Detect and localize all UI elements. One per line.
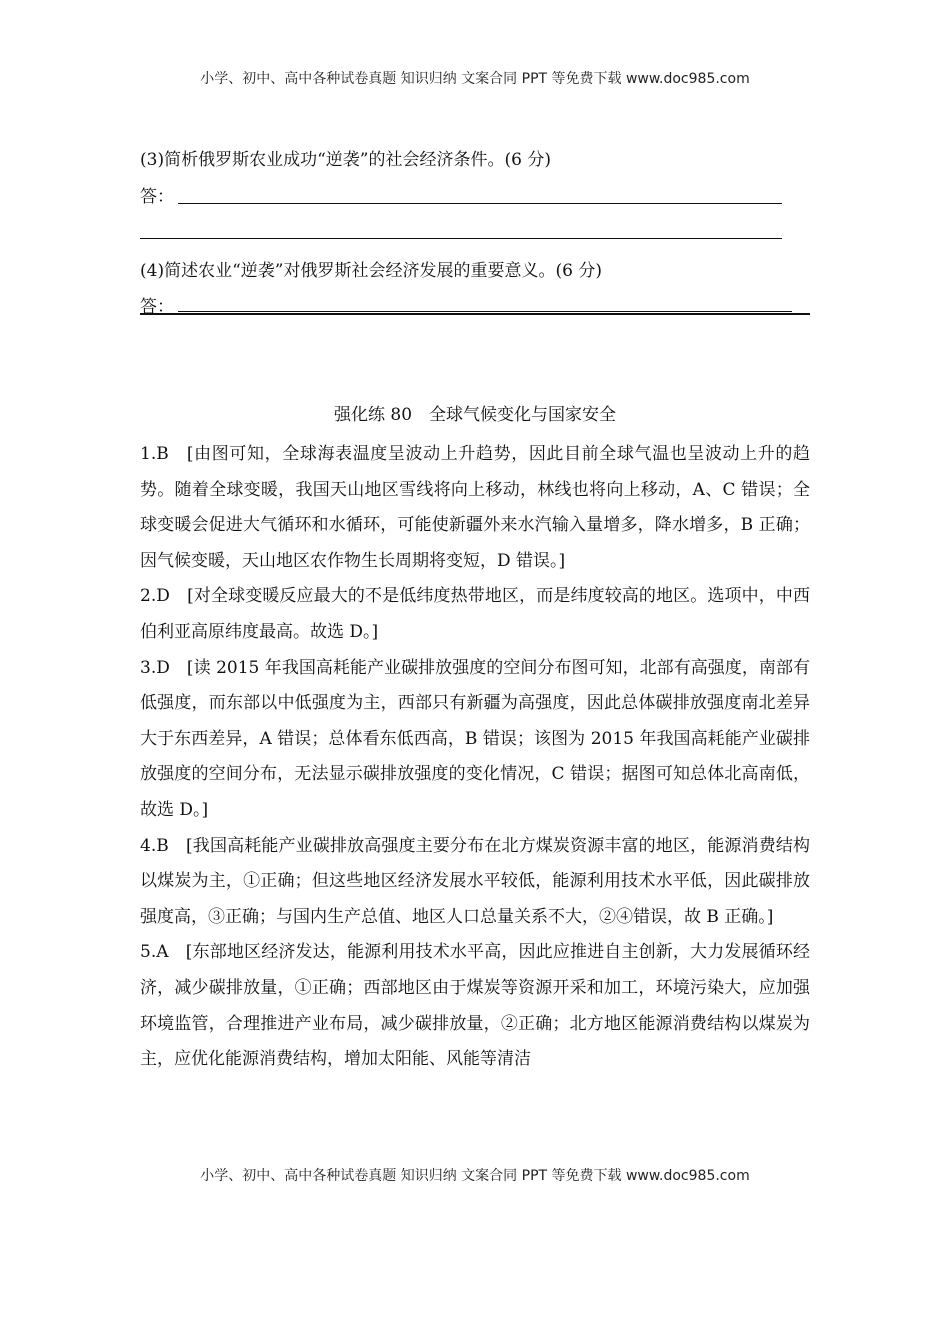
page-footer: 小学、初中、高中各种试卷真题 知识归纳 文案合同 PPT 等免费下载 www.doc985.com <box>200 1168 750 1184</box>
answer-3: 3.D [读 2015 年我国高耗能产业碳排放强度的空间分布图可知，北部有高强度，南部有低强度，而东部以中低强度为主，西部只有新疆为高强度，因此总体碳排放强度南北差异大于东西差异，A 错误；总体看东低西高，B 错误；该图为 2015 年我国高耗能产业碳排放强度的空间分布，无法显示碳排放强度的变化情况，C 错误；据图可知总体北高南低，故选 D。] <box>140 657 810 820</box>
answer-2: 2.D [对全球变暖反应最大的不是低纬度热带地区，而是纬度较高的地区。选项中，中西伯利亚高原纬度最高。故选 D。] <box>140 586 810 642</box>
answer-explanations <box>140 437 810 1078</box>
answer-5: 5.A [东部地区经济发达，能源利用技术水平高，因此应推进自主创新，大力发展循环经济，减少碳排放量，①正确；西部地区由于煤炭等资源开采和加工，环境污染大，应加强环境监管，合理推进产业布局，减少碳排放量，②正确；北方地区能源消费结构以煤炭为主，应优化能源消费结构，增加太阳能、风能等清洁 <box>140 942 810 1070</box>
answer-line <box>178 203 782 204</box>
answer-label-3: 答： <box>140 187 174 207</box>
question-3: (3)简析俄罗斯农业成功“逆袭”的社会经济条件。(6 分) <box>140 150 551 170</box>
page-header: 小学、初中、高中各种试卷真题 知识归纳 文案合同 PPT 等免费下载 www.doc985.com <box>200 71 750 87</box>
answer-line <box>140 238 782 239</box>
answer-line <box>178 311 792 312</box>
answer-1: 1.B [由图可知，全球海表温度呈波动上升趋势，因此目前全球气温也呈波动上升的趋势。随着全球变暖，我国天山地区雪线将向上移动，林线也将向上移动，A、C 错误；全球变暖会促进大气循环和水循环，可能使新疆外来水汽输入量增多，降水增多，B 正确；因气候变暖，天山地区农作物生长周期将变短，D 错误。] <box>140 444 810 571</box>
question-4: (4)简述农业“逆袭”对俄罗斯社会经济发展的重要意义。(6 分) <box>140 261 602 281</box>
section-divider <box>140 313 810 315</box>
section-title: 强化练 80 全球气候变化与国家安全 <box>333 405 617 425</box>
answer-label-4: 答： <box>140 297 174 317</box>
answer-4: 4.B [我国高耗能产业碳排放高强度主要分布在北方煤炭资源丰富的地区，能源消费结构以煤炭为主，①正确；但这些地区经济发展水平较低，能源利用技术水平低，因此碳排放强度高，③正确；与国内生产总值、地区人口总量关系不大，②④错误，故 B 正确。] <box>140 835 810 927</box>
